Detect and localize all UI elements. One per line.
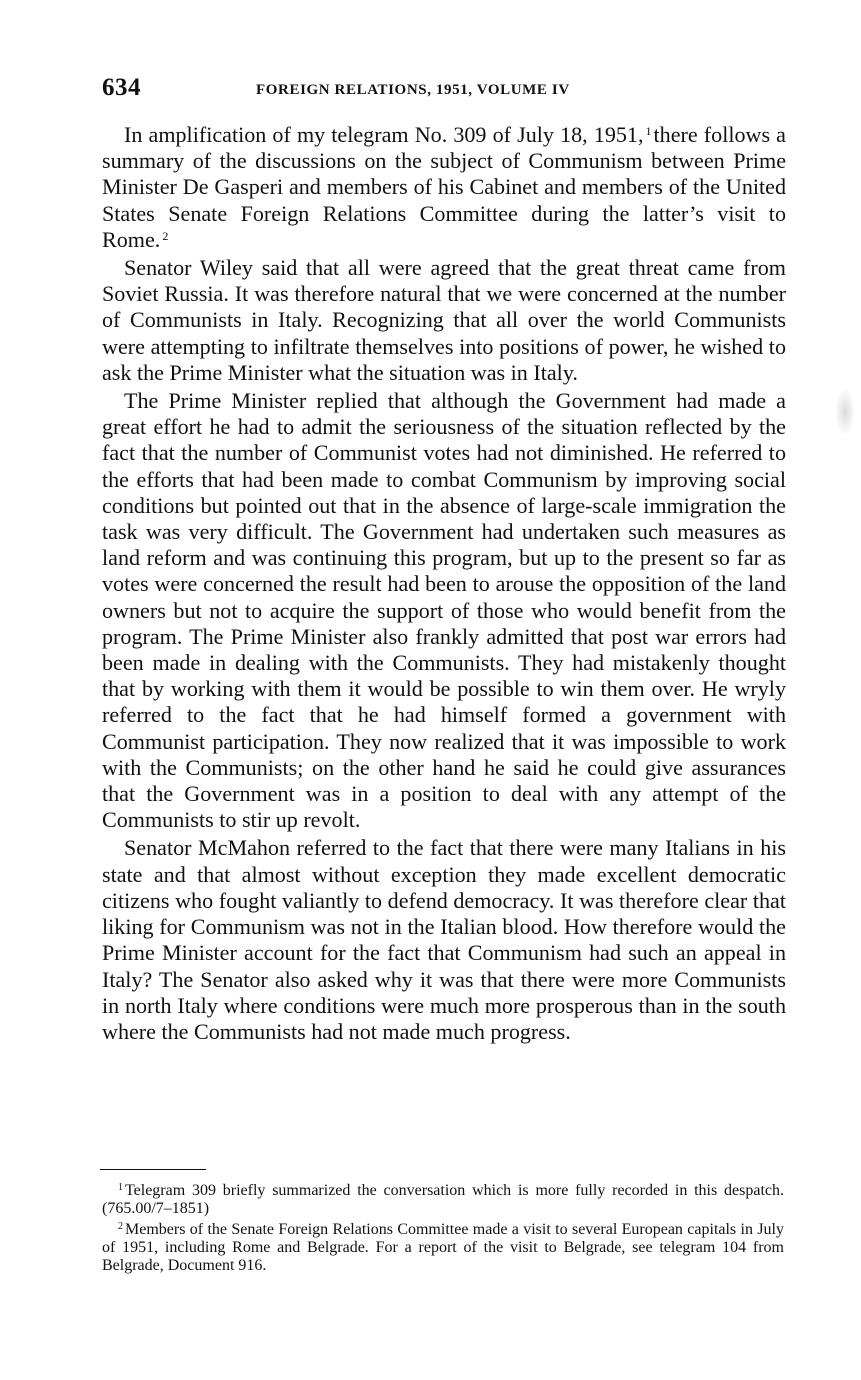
page-header <box>102 74 788 108</box>
footnote-ref-2: 2 <box>162 228 169 243</box>
paragraph-2: Senator Wiley said that all were agreed that the great threat came from Soviet Russia. It was therefore natural that we were concerned at the number of Communists in Italy. Recognizing that all over the world Communists were attempting to infiltrate themselves into positions of power, he wished to ask the Prime Minister what the situation was in Italy. <box>102 255 786 385</box>
page-number: 634 <box>102 74 141 101</box>
paragraph-1 <box>102 122 786 253</box>
footnote-2-marker: 2 <box>118 1221 123 1232</box>
paragraph-4: Senator McMahon referred to the fact that there were many Italians in his state and that almost without exception they made excellent democratic citizens who fought valiantly to defend democracy. It was therefore clear that liking for Communism was not in the Italian blood. How therefore would the Prime Minister account for the fact that Communism had such an appeal in Italy? The Senator also asked why it was that there were more Communists in north Italy where conditions were much more prosperous than in the south where the Communists had not made much progress. <box>102 835 786 1044</box>
running-head: FOREIGN RELATIONS, 1951, VOLUME IV <box>256 82 570 98</box>
footnote-2 <box>102 1221 784 1275</box>
footnotes <box>102 1182 784 1278</box>
footnote-1 <box>102 1182 784 1218</box>
footnote-2-text: Members of the Senate Foreign Relations Committee made a visit to several European capitals in July of 1951, including Rome and Belgrade. For a report of the visit to Belgrade, see telegram 104 from Belgrade, Document 916. <box>102 1221 784 1274</box>
paragraph-1-text-b: there follows a summary of the discussions on the subject of Communism between Prime Minister De Gasperi and members of his Cabinet and members of the United States Senate Foreign Relations Committee during the latter’s visit to Rome. <box>102 122 786 252</box>
footnote-ref-1: 1 <box>645 124 652 138</box>
footnote-divider <box>100 1169 206 1170</box>
footnote-1-marker: 1 <box>118 1182 123 1193</box>
paragraph-3: The Prime Minister replied that although the Government had made a great effort he had to admit the seriousness of the situation reflected by the fact that the number of Communist votes had not diminished. He referred to the efforts that had been made to combat Communism by improving social conditions but pointed out that in the absence of large-scale immigration the task was very difficult. The Government had undertaken such measures as land reform and was continuing this program, but up to the present so far as votes were concerned the result had been to arouse the opposition of the land owners but not to acquire the support of those who would benefit from the program. The Prime Minister also frankly admitted that post war errors had been made in dealing with the Communists. They had mistakenly thought that by working with them it would be possible to win them over. He wryly referred to the fact that he had himself formed a government with Communist participation. They now realized that it was impossible to work with the Communists; on the other hand he said he could give assurances that the Government was in a position to deal with any attempt of the Communists to stir up revolt. <box>102 388 786 833</box>
body-text <box>102 122 786 1047</box>
footnote-1-text: Telegram 309 briefly summarized the conversation which is more fully recorded in this despatch. (765.00/7–1851) <box>102 1182 784 1217</box>
paragraph-1-text-a: In amplification of my telegram No. 309 of July 18, 1951, <box>124 122 644 147</box>
scan-smudge <box>835 388 855 436</box>
